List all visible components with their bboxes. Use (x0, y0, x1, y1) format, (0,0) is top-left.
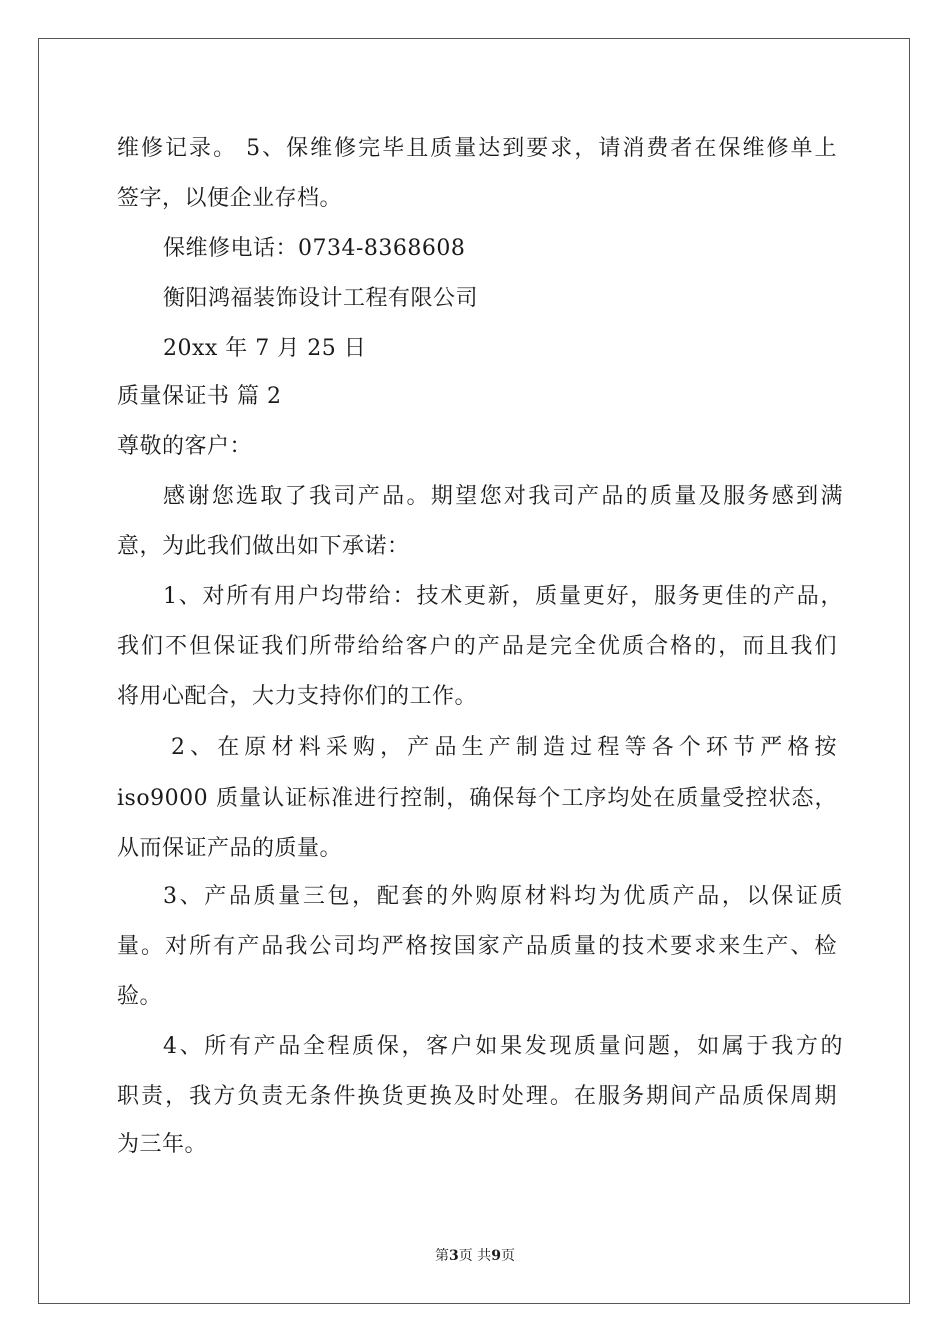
footer-mid: 页 共 (458, 1248, 492, 1264)
body-line: 职责，我方负责无条件换货更换及时处理。在服务期间产品质保周期 (117, 1084, 837, 1109)
company-name: 衡阳鸿福装饰设计工程有限公司 (163, 286, 479, 311)
body-line: 3、产品质量三包，配套的外购原材料均为优质产品，以保证质 (163, 884, 843, 909)
body-line: 量。对所有产品我公司均严格按国家产品质量的技术要求来生产、检 (117, 934, 837, 959)
body-line: 1、对所有用户均带给：技术更新，质量更好，服务更佳的产品， (163, 584, 843, 609)
section-heading: 质量保证书 篇 2 (117, 384, 282, 409)
page-footer (0, 1246, 950, 1266)
body-line: 我们不但保证我们所带给给客户的产品是完全优质合格的，而且我们 (117, 634, 837, 659)
document-date: 20xx 年 7 月 25 日 (163, 336, 367, 361)
salutation: 尊敬的客户： (117, 434, 253, 459)
body-line: 4、所有产品全程质保，客户如果发现质量问题，如属于我方的 (163, 1034, 843, 1059)
page-border (38, 38, 910, 1304)
total-page-count: 9 (491, 1248, 501, 1264)
current-page-number: 3 (449, 1248, 459, 1264)
footer-suffix: 页 (500, 1248, 515, 1264)
body-line: 为三年。 (117, 1132, 208, 1157)
body-line: 签字，以便企业存档。 (117, 186, 343, 211)
footer-prefix: 第 (435, 1248, 450, 1264)
body-line: 从而保证产品的质量。 (117, 836, 343, 861)
body-line: 将用心配合，大力支持你们的工作。 (117, 684, 478, 709)
body-line: 验。 (117, 984, 163, 1009)
body-line: 感谢您选取了我司产品。期望您对我司产品的质量及服务感到满 (163, 484, 843, 509)
repair-phone: 保维修电话：0734-8368608 (163, 236, 466, 261)
body-line: 意，为此我们做出如下承诺： (117, 534, 410, 559)
body-line: iso9000 质量认证标准进行控制，确保每个工序均处在质量受控状态， (117, 786, 837, 811)
body-line: 维修记录。 5、保维修完毕且质量达到要求，请消费者在保维修单上 (117, 136, 837, 161)
body-line: 2、在原材料采购，产品生产制造过程等各个环节严格按 (171, 735, 837, 760)
